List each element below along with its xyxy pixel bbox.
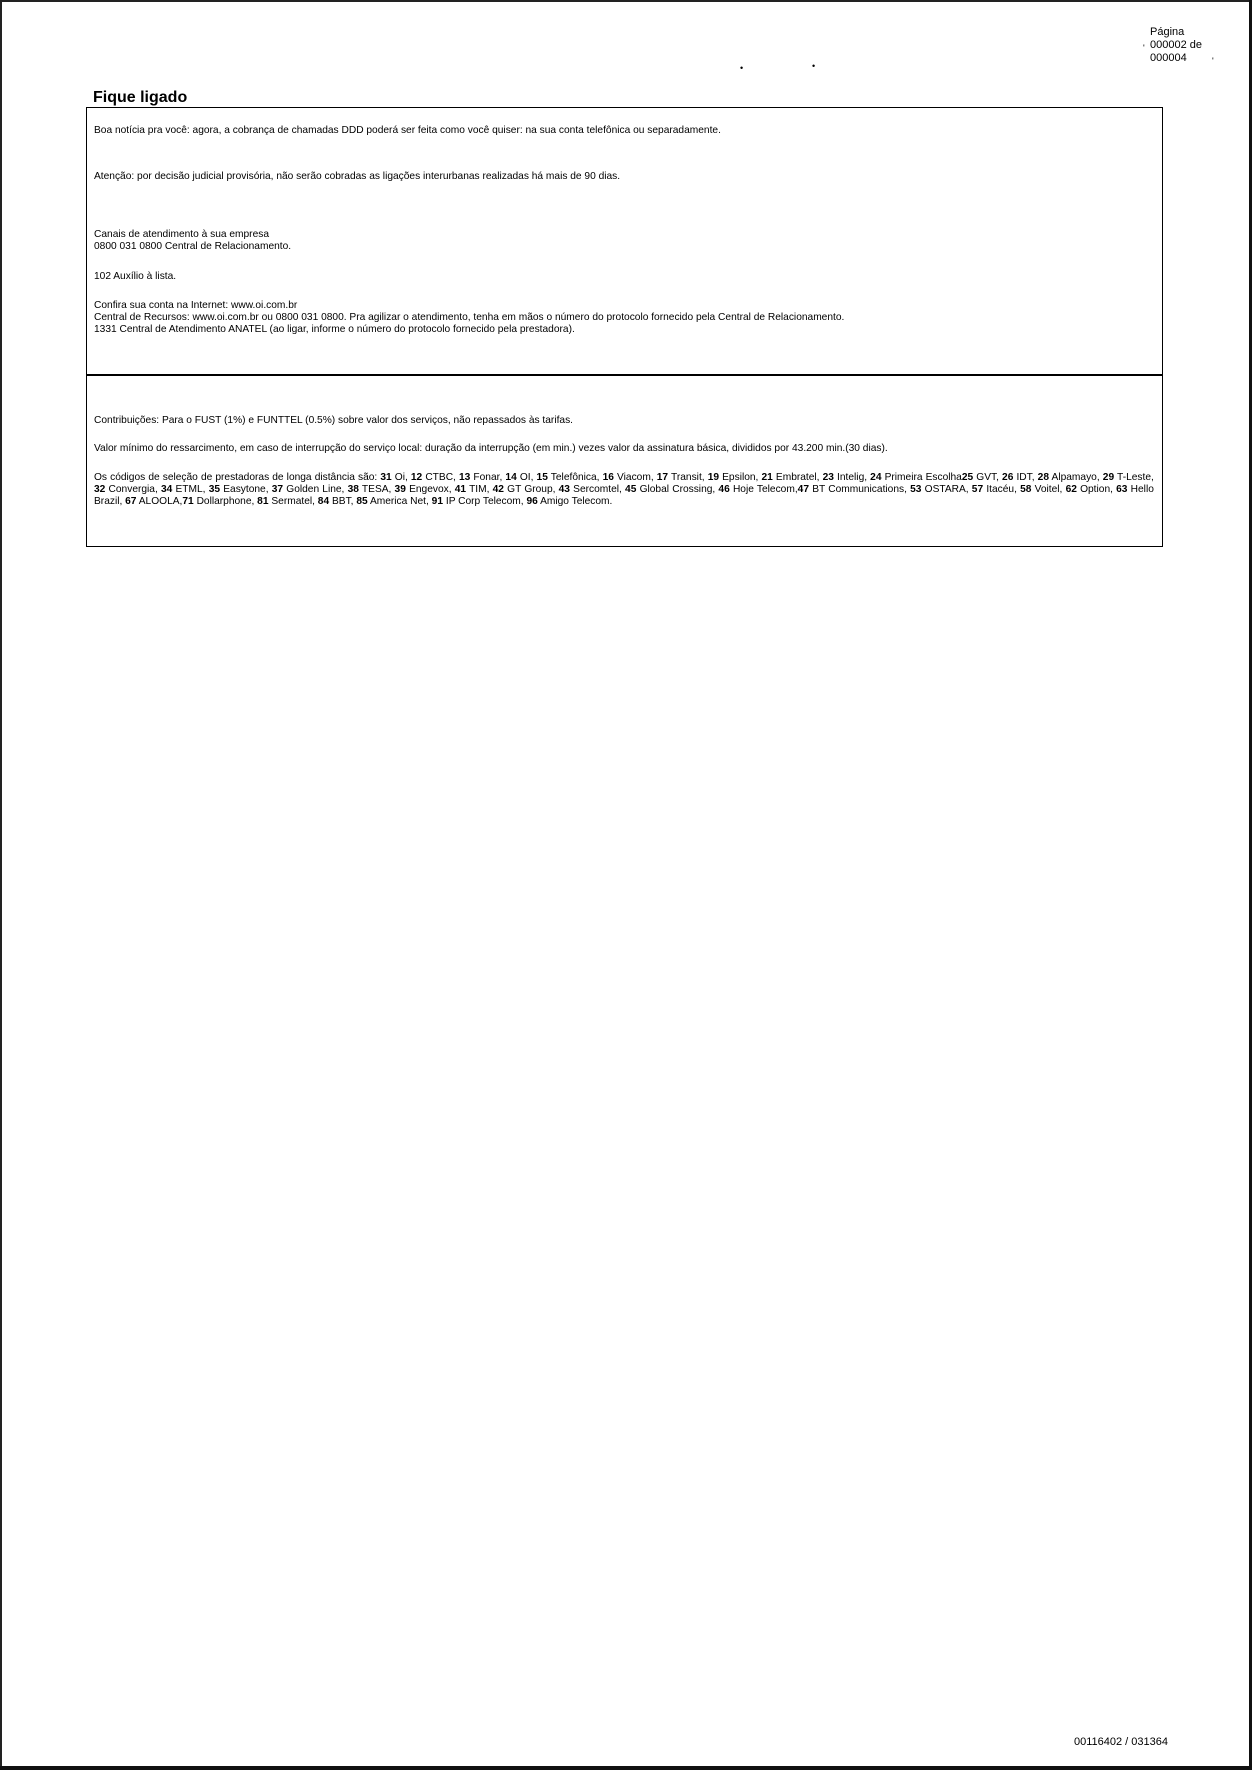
carrier-name: GT Group, bbox=[507, 484, 559, 495]
carrier-name: Itacéu, bbox=[986, 484, 1021, 495]
carrier-name: ETML, bbox=[175, 484, 209, 495]
page-number-line bbox=[1150, 39, 1202, 52]
scan-speck: ' bbox=[1212, 56, 1214, 66]
scan-speck: • bbox=[812, 61, 816, 71]
carrier-name: Dollarphone, bbox=[196, 496, 258, 507]
carrier-code: 19 bbox=[707, 472, 720, 483]
document-code: 00116402 / 031364 bbox=[1074, 1736, 1168, 1748]
carrier-code: 85 bbox=[356, 496, 368, 507]
carrier-name: TESA, bbox=[361, 484, 395, 495]
ddd-notice: Boa notícia pra você: agora, a cobrança de chamadas DDD poderá ser feita como você quiser: na sua conta telefônica ou separadamente. bbox=[94, 125, 721, 136]
carrier-name: TIM, bbox=[469, 484, 493, 495]
carrier-code: 57 bbox=[971, 484, 984, 495]
carrier-code: 35 bbox=[208, 484, 221, 495]
carrier-code: 45 bbox=[625, 484, 637, 495]
carrier-name: OSTARA, bbox=[924, 484, 972, 495]
carrier-name: Convergia, bbox=[108, 484, 161, 495]
carrier-name: Alpamayo, bbox=[1051, 472, 1103, 483]
section-title: Fique ligado bbox=[93, 89, 188, 106]
scan-edge-top bbox=[0, 0, 1252, 2]
carrier-code: 29 bbox=[1102, 472, 1115, 483]
carrier-name: IP Corp Telecom, bbox=[445, 496, 527, 507]
carrier-name: Sercomtel, bbox=[573, 484, 626, 495]
carrier-name: Primeira Escolha bbox=[884, 472, 962, 483]
scan-speck: • bbox=[740, 63, 744, 73]
carrier-name: Fonar, bbox=[473, 472, 506, 483]
carrier-name: Voitel, bbox=[1034, 484, 1066, 495]
carrier-code: 16 bbox=[602, 472, 614, 483]
carrier-code: 43 bbox=[558, 484, 570, 495]
carrier-name: CTBC, bbox=[425, 472, 459, 483]
carrier-code: 23 bbox=[822, 472, 834, 483]
carrier-name: Transit, bbox=[671, 472, 708, 483]
page-current: 000002 bbox=[1150, 39, 1187, 51]
internet-line: Confira sua conta na Internet: www.oi.com.br bbox=[94, 300, 298, 311]
carrier-name: Option, bbox=[1080, 484, 1117, 495]
page-label-text: Página bbox=[1150, 26, 1185, 38]
codigos-prestadoras bbox=[94, 472, 1154, 508]
carrier-code: 62 bbox=[1065, 484, 1077, 495]
carrier-name: Oi, bbox=[394, 472, 411, 483]
carrier-code: 31 bbox=[380, 472, 392, 483]
carrier-code: 53 bbox=[910, 484, 922, 495]
carrier-code: 58 bbox=[1020, 484, 1032, 495]
carrier-code: 91 bbox=[431, 496, 444, 507]
carrier-code: 81 bbox=[257, 496, 269, 507]
carrier-name: Hello Brazil, bbox=[94, 484, 1154, 507]
carrier-name: America Net, bbox=[369, 496, 432, 507]
carrier-code: 13 bbox=[458, 472, 471, 483]
carrier-code: 47 bbox=[797, 484, 810, 495]
carrier-code: 71 bbox=[182, 496, 194, 507]
anatel-line: 1331 Central de Atendimento ANATEL (ao ligar, informe o número do protocolo fornecido pela prestadora). bbox=[94, 324, 575, 335]
carrier-code: 63 bbox=[1116, 484, 1128, 495]
carrier-name: Embratel, bbox=[775, 472, 823, 483]
carrier-code: 96 bbox=[526, 496, 538, 507]
carrier-code: 38 bbox=[347, 484, 359, 495]
carrier-code: 26 bbox=[1002, 472, 1014, 483]
carrier-code: 32 bbox=[94, 484, 106, 495]
carrier-name: Hoje Telecom, bbox=[732, 484, 798, 495]
carrier-code: 25 bbox=[961, 472, 974, 483]
carrier-code: 21 bbox=[761, 472, 773, 483]
central-recursos: Central de Recursos: www.oi.com.br ou 0800 031 0800. Pra agilizar o atendimento, tenha em mãos o número do protocolo fornecido pela Central de Relacionamento. bbox=[94, 312, 845, 323]
carrier-code: 42 bbox=[492, 484, 504, 495]
page-number bbox=[1150, 26, 1202, 65]
carrier-name: OI, bbox=[519, 472, 537, 483]
canais-title: Canais de atendimento à sua empresa bbox=[94, 229, 269, 240]
info-box-atendimento bbox=[86, 107, 1163, 375]
carrier-name: BBT, bbox=[331, 496, 357, 507]
carrier-code: 15 bbox=[536, 472, 548, 483]
carrier-code: 39 bbox=[394, 484, 406, 495]
carrier-code: 67 bbox=[125, 496, 137, 507]
carrier-name: GVT, bbox=[976, 472, 1003, 483]
carrier-name: Epsilon, bbox=[722, 472, 762, 483]
carrier-name: Intelig, bbox=[837, 472, 871, 483]
carrier-name: Amigo Telecom. bbox=[540, 496, 613, 507]
carrier-code: 84 bbox=[317, 496, 330, 507]
carrier-name: Golden Line, bbox=[286, 484, 348, 495]
carrier-code: 46 bbox=[718, 484, 730, 495]
scan-edge-bottom bbox=[0, 1766, 1252, 1770]
canais-line: 0800 031 0800 Central de Relacionamento. bbox=[94, 241, 292, 252]
atencao-notice: Atenção: por decisão judicial provisória, não serão cobradas as ligações interurbanas realizadas há mais de 90 dias. bbox=[94, 171, 621, 182]
scan-edge-left bbox=[0, 0, 2, 1770]
carrier-name: Viacom, bbox=[617, 472, 657, 483]
carrier-code: 37 bbox=[271, 484, 284, 495]
carrier-code: 14 bbox=[505, 472, 517, 483]
codigos-intro: Os códigos de seleção de prestadoras de longa distância são: bbox=[94, 472, 381, 483]
carrier-code: 12 bbox=[410, 472, 423, 483]
carrier-name: BT Communications, bbox=[812, 484, 911, 495]
contribuicoes-line: Contribuições: Para o FUST (1%) e FUNTTEL (0.5%) sobre valor dos serviços, não repassados às tarifas. bbox=[94, 415, 574, 426]
info-box-contribuicoes bbox=[86, 375, 1163, 547]
page-of: de bbox=[1189, 39, 1203, 51]
carrier-name: Global Crossing, bbox=[639, 484, 719, 495]
carrier-name: T-Leste, bbox=[1117, 472, 1154, 483]
carrier-name: Telefônica, bbox=[550, 472, 603, 483]
page-total: 000004 bbox=[1150, 52, 1187, 64]
carrier-code: 34 bbox=[160, 484, 173, 495]
carrier-code: 24 bbox=[870, 472, 882, 483]
carrier-code: 17 bbox=[656, 472, 669, 483]
carrier-name: ALOOLA, bbox=[138, 496, 183, 507]
carrier-code: 28 bbox=[1037, 472, 1050, 483]
auxilio-lista: 102 Auxílio à lista. bbox=[94, 271, 177, 282]
carrier-name: Easytone, bbox=[223, 484, 272, 495]
carrier-name: Sermatel, bbox=[271, 496, 318, 507]
ressarcimento-line: Valor mínimo do ressarcimento, em caso de interrupção do serviço local: duração da interrupção (em min.) vezes valor da assinatura básica, divididos por 43.200 min.(30 dias). bbox=[94, 443, 888, 454]
carrier-code: 41 bbox=[454, 484, 467, 495]
carrier-name: IDT, bbox=[1016, 472, 1038, 483]
carrier-name: Engevox, bbox=[409, 484, 455, 495]
scan-speck: ' bbox=[1143, 43, 1145, 53]
